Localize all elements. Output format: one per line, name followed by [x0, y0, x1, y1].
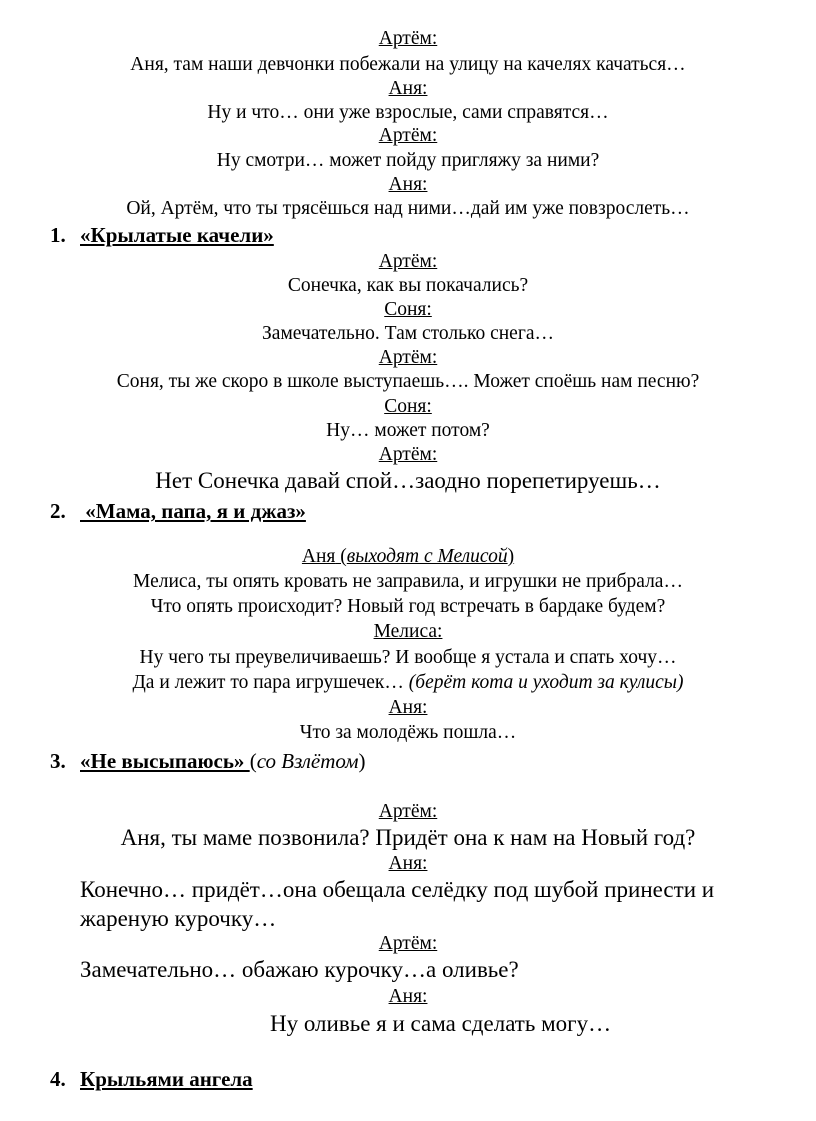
dialogue-line: Что за молодёжь пошла…: [299, 722, 517, 743]
dialogue-text: Да и лежит то пара игрушечек…: [132, 672, 409, 693]
dialogue-line: Сонечка, как вы покачались?: [287, 275, 529, 296]
dialogue-line: Замечательно. Там столько снега…: [262, 323, 554, 344]
song-heading-2: [50, 498, 306, 524]
dialogue-line-with-stage-direction: [0, 671, 816, 695]
speaker-label: Соня:: [384, 299, 432, 320]
song-heading-3: 3. «Не высыпаюсь» (со Взлётом): [50, 749, 366, 773]
song-title: «Не высыпаюсь»: [80, 749, 250, 773]
speaker-label-with-stage-direction: Аня (выходят с Мелисой): [301, 546, 515, 567]
song-note: со Взлётом: [256, 749, 359, 773]
dialogue-line: Ну и что… они уже взрослые, сами справятся…: [207, 102, 609, 123]
speaker-label: Мелиса:: [373, 621, 443, 642]
song-title: «Крылатые качели»: [80, 223, 274, 247]
speaker-label: Артём:: [378, 801, 438, 822]
dialogue-line: Аня, ты маме позвонила? Придёт она к нам на Новый год?: [120, 825, 696, 850]
dialogue-line: Нет Сонечка давай спой…заодно порепетируешь…: [155, 468, 661, 493]
speaker-label: Артём:: [378, 444, 438, 465]
dialogue-line: Ну оливье я и сама сделать могу…: [270, 1011, 612, 1036]
dialogue-line: Ну смотри… может пойду пригляжу за ними?: [216, 150, 600, 171]
song-heading-1: [50, 222, 274, 248]
dialogue-line: жареную курочку…: [80, 906, 277, 931]
speaker-label: Аня:: [388, 697, 428, 718]
dialogue-line: Конечно… придёт…она обещала селёдку под шубой принести и: [80, 877, 715, 902]
speaker-label: Соня:: [384, 396, 432, 417]
song-heading-4: [50, 1066, 253, 1092]
song-number: 4.: [50, 1067, 66, 1091]
speaker-label: Артём:: [378, 125, 438, 146]
stage-direction: выходят с Мелисой: [346, 546, 508, 567]
speaker-label: Артём:: [378, 347, 438, 368]
dialogue-line: Аня, там наши девчонки побежали на улицу на качелях качаться…: [130, 54, 686, 75]
song-title: Крыльями ангела: [80, 1067, 253, 1091]
song-title: «Мама, папа, я и джаз»: [80, 499, 306, 523]
dialogue-line: Мелиса, ты опять кровать не заправила, и игрушки не прибрала…: [133, 571, 683, 592]
speaker-label: Аня:: [388, 853, 428, 874]
dialogue-line: Что опять происходит? Новый год встречать в бардаке будем?: [150, 596, 666, 617]
speaker-label: Артём:: [378, 933, 438, 954]
dialogue-line: Ну чего ты преувеличиваешь? И вообще я устала и спать хочу…: [139, 647, 677, 668]
speaker-label: Артём:: [378, 28, 438, 49]
dialogue-line: Ну… может потом?: [326, 420, 490, 441]
dialogue-line: Соня, ты же скоро в школе выступаешь…. Может споёшь нам песню?: [116, 371, 700, 392]
dialogue-line: Ой, Артём, что ты трясёшься над ними…дай им уже повзрослеть…: [126, 198, 690, 219]
speaker-label: Аня:: [388, 78, 428, 99]
speaker-label: Аня:: [388, 986, 428, 1007]
speaker-label: Аня:: [388, 174, 428, 195]
speaker-label: Артём:: [378, 251, 438, 272]
song-number: 3.: [50, 749, 66, 773]
song-number: 1.: [50, 223, 66, 247]
stage-direction: (берёт кота и уходит за кулисы): [408, 672, 684, 693]
speaker-label: Аня: [301, 546, 336, 567]
song-number: 2.: [50, 499, 66, 523]
dialogue-line: Замечательно… обажаю курочку…а оливье?: [80, 957, 519, 982]
